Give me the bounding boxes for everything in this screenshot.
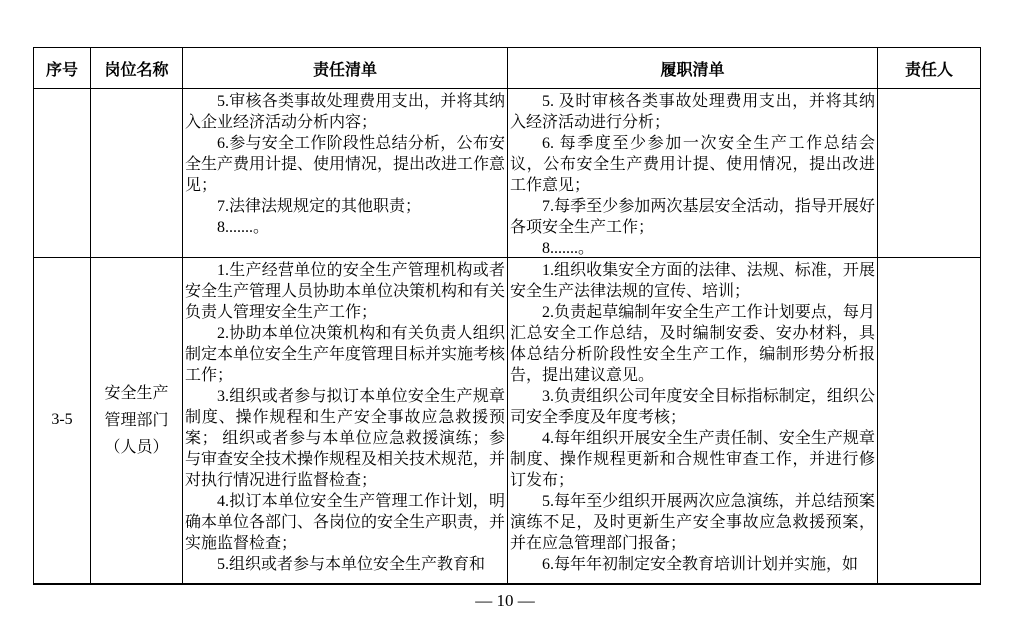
responsibility-item: 1.生产经营单位的安全生产管理机构或者安全生产管理人员协助本单位决策机构和有关负责人管理安全生产工作； [185, 262, 506, 321]
responsibility-item: 5.审核各类事故处理费用支出，并将其纳入企业经济活动分析内容； [185, 93, 505, 131]
duty-item: 5. 及时审核各类事故处理费用支出，并将其纳入经济活动进行分析； [510, 93, 875, 131]
duty-item: 7.每季至少参加两次基层安全活动，指导开展好各项安全生产工作； [510, 198, 875, 236]
header-row [34, 48, 981, 89]
duty-item: 4.每年组织开展安全生产责任制、安全生产规章制度、操作规程更新和合规性审查工作，并进行修订发布； [510, 430, 875, 489]
responsibility-list [183, 89, 507, 238]
position-name-line: 安全生产 [104, 384, 169, 402]
responsible-person-cell [878, 258, 981, 584]
col-header-position: 岗位名称 [91, 48, 183, 89]
position-name-line: （人员） [104, 438, 169, 456]
duty-item: 5.每年至少组织开展两次应急演练，并总结预案演练不足，及时更新生产安全事故应急救援预案，并在应急管理部门报备； [510, 493, 875, 552]
duty-item: 3.负责组织公司年度安全目标指标制定，组织公司安全季度及年度考核； [510, 388, 875, 426]
responsibility-table [33, 47, 981, 585]
responsibility-item: 8.......。 [217, 219, 270, 236]
position-cell [91, 89, 183, 258]
responsible-person-cell [878, 89, 981, 258]
position-cell [91, 258, 183, 584]
responsibility-item: 5.组织或者参与本单位安全生产教育和 [217, 556, 486, 573]
responsibility-item: 2.协助本单位决策机构和有关负责人组织制定本单位安全生产年度管理目标并实施考核工作； [185, 325, 506, 384]
position-name-line: 管理部门 [104, 411, 169, 429]
responsibility-list-cell [183, 89, 508, 258]
duty-item: 6.每年年初制定安全教育培训计划并实施，如 [542, 556, 859, 573]
table-row-3-5 [34, 258, 981, 584]
table-row-continuation [34, 89, 981, 258]
col-header-responsibility-list: 责任清单 [183, 48, 508, 89]
duty-item: 6. 每季度至少参加一次安全生产工作总结会议，公布安全生产费用计提、使用情况，提出改进工作意见； [510, 135, 875, 194]
duty-item: 1.组织收集安全方面的法律、法规、标准，开展安全生产法律法规的宣传、培训； [510, 262, 875, 300]
duty-item: 8.......。 [542, 240, 595, 257]
page-number: — 10 — [475, 591, 535, 610]
col-header-responsible-person: 责任人 [878, 48, 981, 89]
responsibility-list [183, 258, 507, 575]
responsibility-item: 3.组织或者参与拟订本单位安全生产规章制度、操作规程和生产安全事故应急救援预案； 组织或者参与本单位应急救援演练；参与审查安全技术操作规程及相关技术规范，并对执行情况进行监督检查； [185, 388, 506, 489]
seq-cell: 3-5 [34, 258, 91, 584]
duty-list-cell [508, 258, 878, 584]
responsibility-item: 4.拟订本单位安全生产管理工作计划，明确本单位各部门、各岗位的安全生产职责，并实施监督检查； [185, 493, 506, 552]
duty-list-cell [508, 89, 878, 258]
col-header-seq: 序号 [34, 48, 91, 89]
duty-list [508, 258, 877, 575]
duty-item: 2.负责起草编制年安全生产工作计划要点，每月汇总安全工作总结，及时编制安委、安办材料，具体总结分析阶段性安全生产工作，编制形势分析报告，提出建议意见。 [510, 304, 875, 384]
responsibility-item: 7.法律法规规定的其他职责； [217, 198, 422, 215]
col-header-duty-list: 履职清单 [508, 48, 878, 89]
responsibility-list-cell [183, 258, 508, 584]
responsibility-item: 6.参与安全工作阶段性总结分析，公布安全生产费用计提、使用情况，提出改进工作意见； [185, 135, 506, 194]
seq-cell [34, 89, 91, 258]
duty-list [508, 89, 877, 257]
position-name [91, 380, 182, 461]
